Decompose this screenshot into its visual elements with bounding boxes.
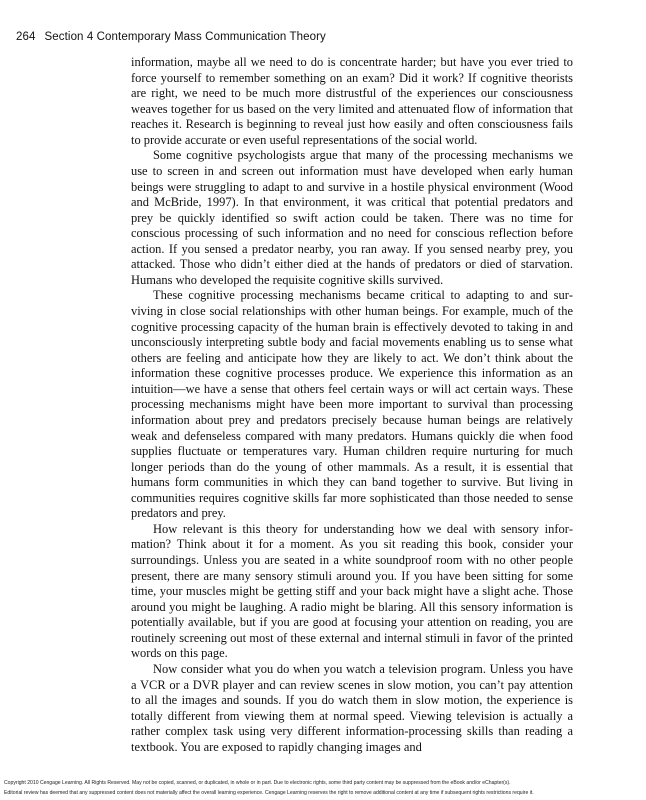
- paragraph-2: Some cognitive psychologists argue that many of the processing mechanisms we use to screen in and screen out information must have developed when early human beings were struggling to adapt to and survive in a hostile physical environment (Wood and McBride, 1997). In that environment, it was critical that potential predators and prey be quickly identified so swift action could be taken. There was no time for conscious processing of such information and no need for conscious reflection before action. If you sensed a predator nearby, you ran away. If you sensed nearby prey, you attacked. Those who didn’t either died at the hands of predators or died of starvation. Humans who developed the requisite cognitive skills survived.: [131, 148, 573, 287]
- paragraph-5: Now consider what you do when you watch a television program. Unless you have a VCR or a DVR player and can review scenes in slow motion, you can’t pay attention to all the images and sounds. If you do watch them in slow motion, the experience is totally different from viewing them at normal speed. Viewing television is actually a rather complex task using very different information-processing skills than reading a textbook. You are exposed to rapidly changing images and: [131, 661, 573, 754]
- copyright-line-1: Copyright 2010 Cengage Learning. All Rights Reserved. May not be copied, scanned, or duplicated, in whole or in part. Due to electronic rights, some third party content may be suppressed from the eBook and/or eChapter(s).: [4, 780, 511, 786]
- section-title: Section 4 Contemporary Mass Communication Theory: [44, 31, 326, 43]
- copyright-line-2: Editorial review has deemed that any suppressed content does not materially affect the overall learning experience. Cengage Learning reserves the right to remove additional content at any time if subsequent rights restrictions require it.: [4, 790, 534, 796]
- copyright-notice: [4, 778, 644, 798]
- paragraph-3: These cognitive processing mechanisms became critical to adapting to and surviving in close social relationships with other human beings. For example, much of the cognitive processing capacity of the human brain is effectively devoted to taking in and unconsciously interpreting subtle body and facial movements enabling us to sense what others are feeling and anticipate how they are likely to act. We don’t think about the information these cognitive processes produce. We experience this information as an intuition—we have a sense that others feel certain ways or will act certain ways. These processing mechanisms might have been more important to survival than processing information about prey and predators precisely because human beings are relatively weak and defenseless compared with many predators. Humans quickly die when food supplies fluctuate or temperatures vary. Human children require nurturing for much longer periods than do the young of other mammals. As a result, it is essential that humans form communities in which they can band together to survive. But living in communities requires cognitive skills far more sophisticated than those needed to sense predators and prey.: [131, 288, 573, 521]
- running-head: [16, 31, 326, 43]
- paragraph-4: How relevant is this theory for understanding how we deal with sensory information? Think about it for a moment. As you sit reading this book, consider your surroundings. Unless you are seated in a white soundproof room with no other people present, there are many sensory stimuli around you. If you have been sitting for some time, your muscles might be getting stiff and your back might have a slight ache. Those around you might be laughing. A radio might be blaring. All this sensory information is potentially available, but if you are good at focusing your attention on reading, you are routinely screening out most of these external and internal stimuli in favor of the printed words on this page.: [131, 521, 573, 661]
- page-number: 264: [16, 31, 36, 43]
- body-text: [131, 55, 573, 755]
- paragraph-1: information, maybe all we need to do is concentrate harder; but have you ever tried to force yourself to remember something on an exam? Did it work? If cognitive theorists are right, we need to be much more distrustful of the experiences our consciousness weaves together for us based on the very limited and attenuated flow of information that reaches it. Research is beginning to reveal just how easily and often consciousness fails to provide accurate or even useful representations of the social world.: [131, 55, 573, 147]
